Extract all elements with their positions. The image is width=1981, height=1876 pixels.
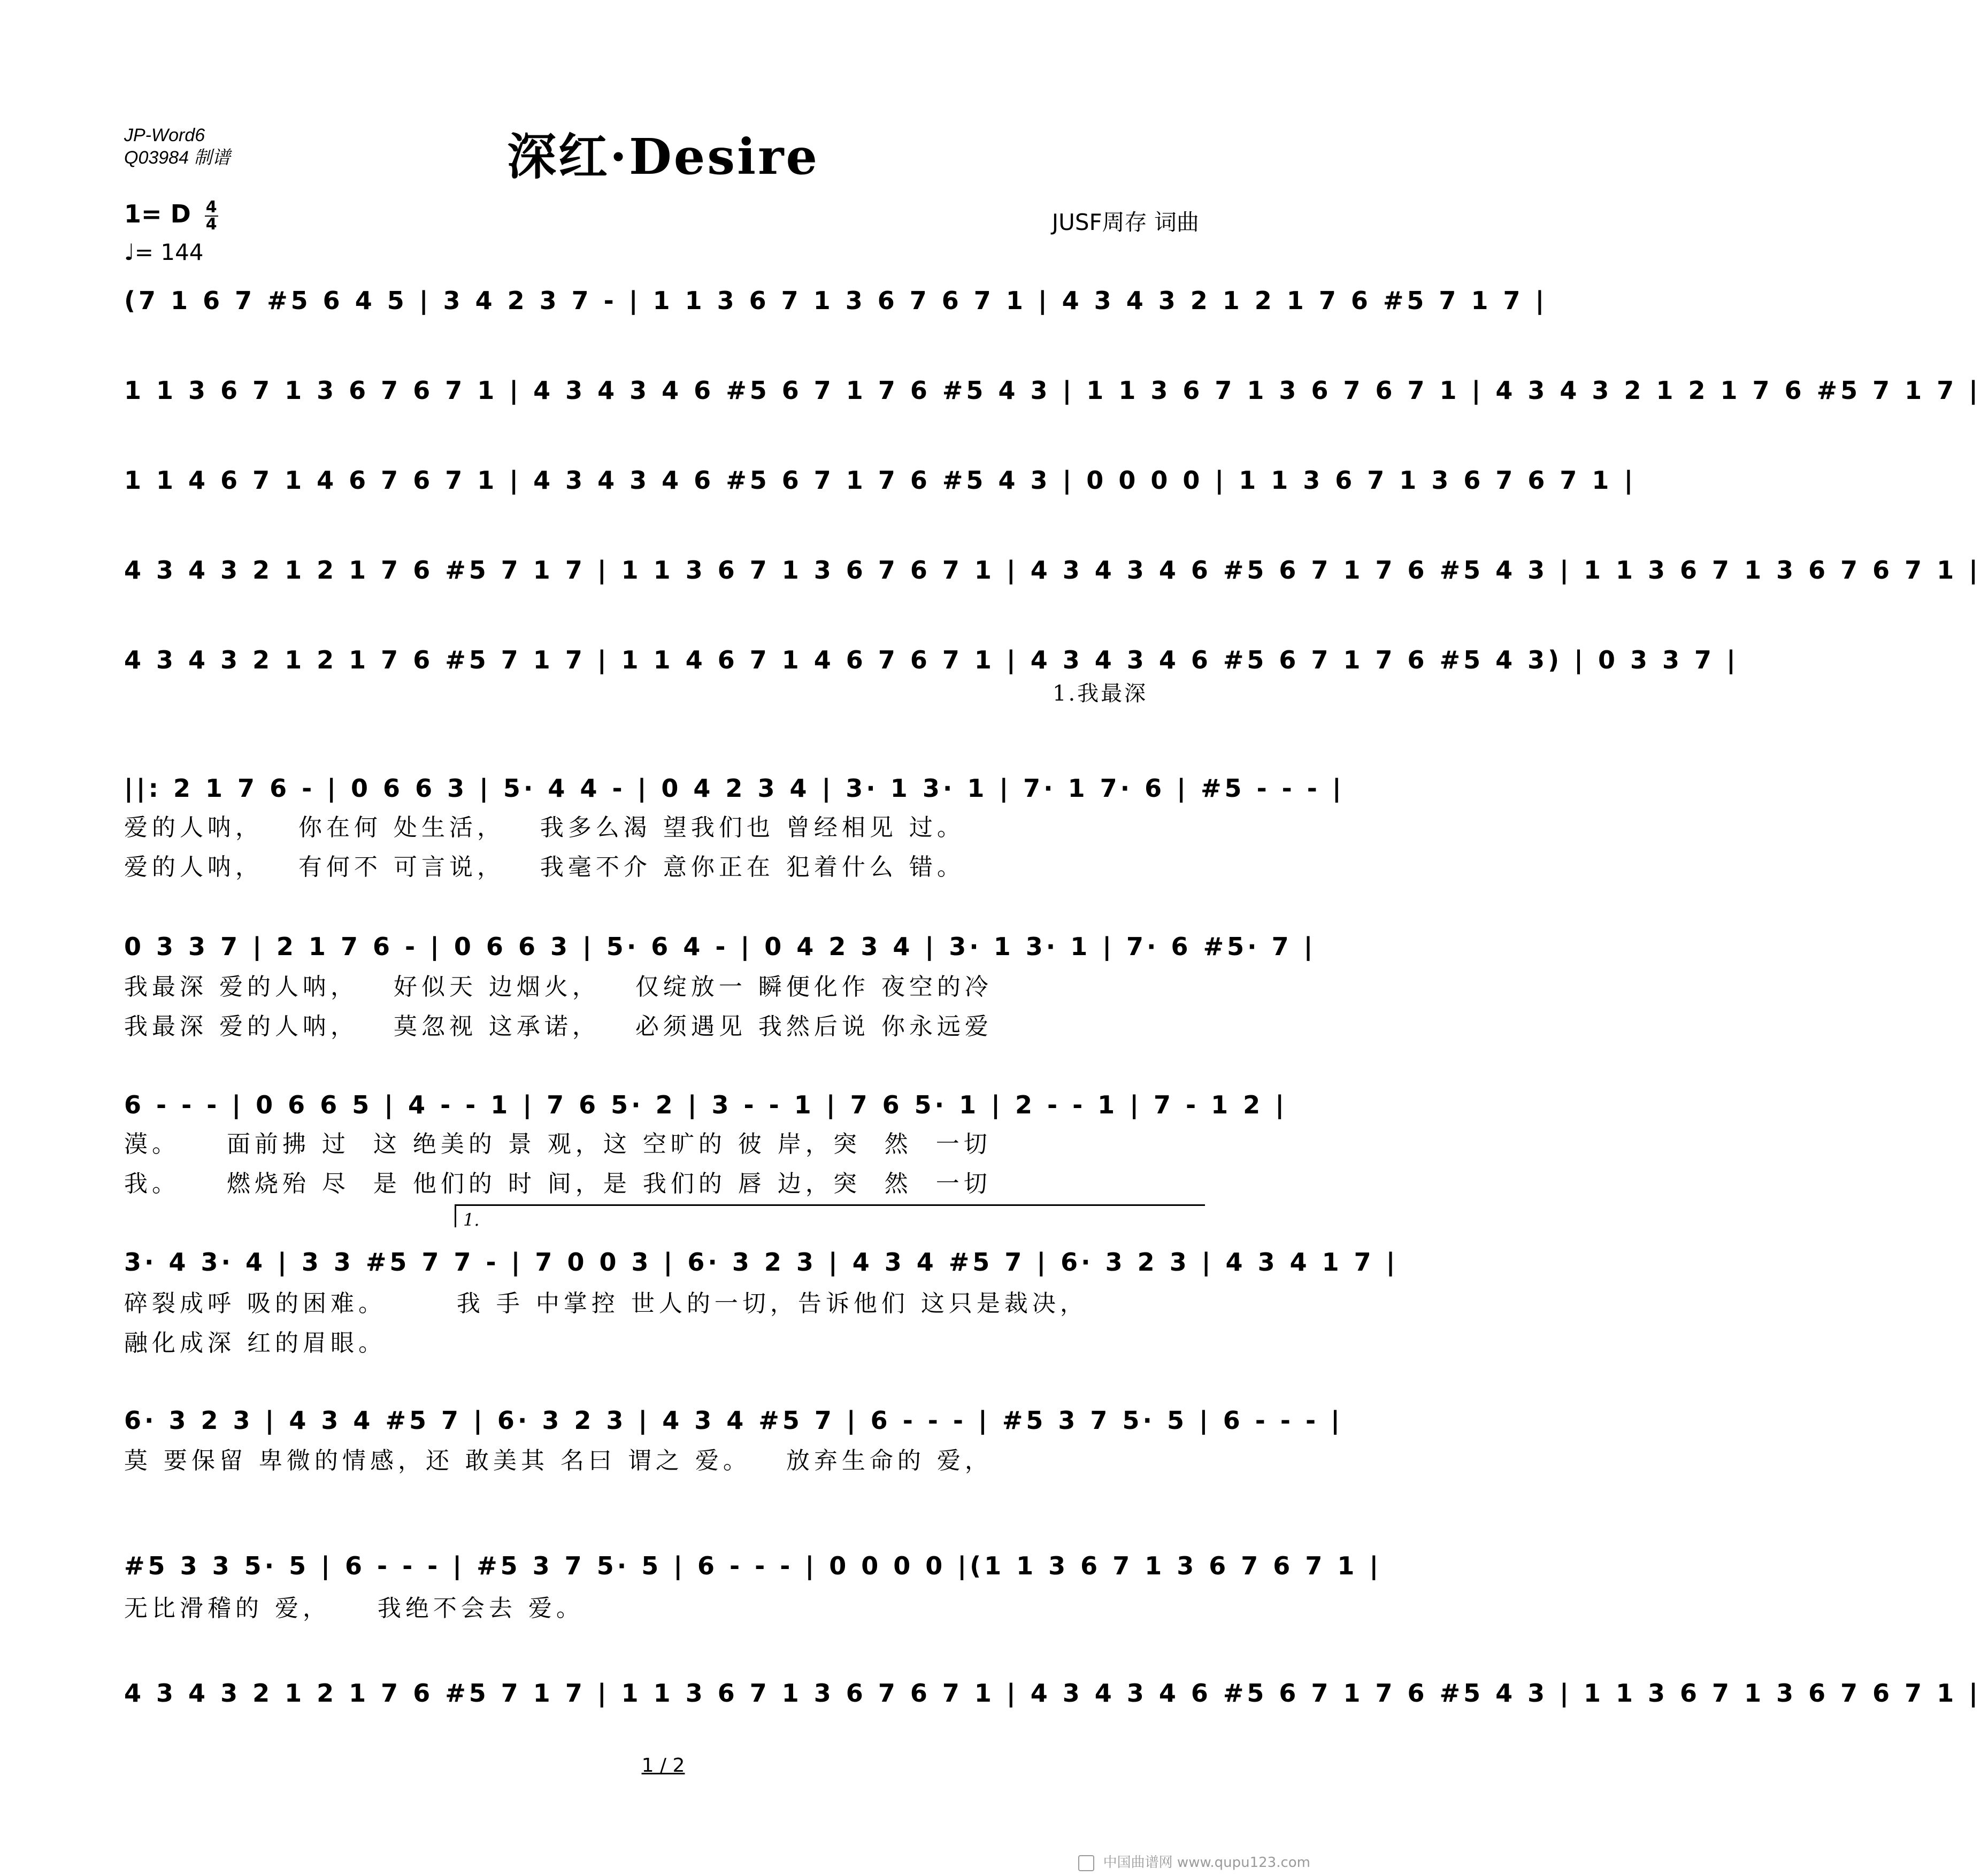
watermark-text: 中国曲谱网 www.qupu123.com [1103, 1855, 1310, 1871]
notes: 0 3 3 7 | 2 1 7 6 - | 0 6 6 3 | 5· 6 4 - | 0 4 2 3 4 | 3· 1 3· 1 | 7· 6 #5· 7 | [124, 932, 1316, 961]
tempo-mark: ♩= 144 [124, 239, 204, 265]
notes: 4 3 4 3 2 1 2 1 7 6 #5 7 1 7 | 1 1 4 6 7 1 4 6 7 6 7 1 | 4 3 4 3 4 6 #5 6 7 1 7 6 #5 4 3) | 0 3 3 7 | [124, 645, 1739, 674]
score-line [124, 1677, 1981, 1720]
score-line [124, 931, 1316, 973]
time-top: 4 [205, 197, 217, 217]
notes: 1 1 4 6 7 1 4 6 7 6 7 1 | 4 3 4 3 4 6 #5 6 7 1 7 6 #5 4 3 | 0 0 0 0 | 1 1 3 6 7 1 3 6 7 6 7 1 | [124, 466, 1637, 495]
notes: 4 3 4 3 2 1 2 1 7 6 #5 7 1 7 | 1 1 3 6 7 1 3 6 7 6 7 1 | 4 3 4 3 4 6 #5 6 7 1 7 6 #5 4 3 | 1 1 3 6 7 1 3 6 7 6 7 1 | [124, 1679, 1981, 1708]
lyric-line: 漠。 面前拂 过 这 绝美的 景 观，这 空旷的 彼 岸，突 然 一切 [124, 1131, 992, 1158]
software-name: JP-Word6 [124, 125, 205, 145]
lyric-line: 无比滑稽的 爱， 我绝不会去 爱。 [124, 1595, 584, 1622]
score-line [124, 1089, 1287, 1132]
notes: 3· 4 3· 4 | 3 3 #5 7 7 - | 7 0 0 3 | 6· 3 2 3 | 4 3 4 #5 7 | 6· 3 2 3 | 4 3 4 1 7 | [124, 1248, 1399, 1277]
lyric-line: 莫 要保留 卑微的情感，还 敢美其 名曰 谓之 爱。 放弃生命的 爱， [124, 1447, 993, 1474]
notes: ||: 2 1 7 6 - | 0 6 6 3 | 5· 4 4 - | 0 4 2 3 4 | 3· 1 3· 1 | 7· 1 7· 6 | #5 - - - | [124, 774, 1345, 803]
volta-lyric: 1.我最深 [1053, 681, 1148, 706]
notes: #5 3 3 5· 5 | 6 - - - | #5 3 7 5· 5 | 6 - - - | 0 0 0 0 |(1 1 3 6 7 1 3 6 7 6 7 1 | [124, 1551, 1382, 1580]
lyric-line: 爱的人呐， 你在何 处生活， 我多么渴 望我们也 曾经相见 过。 [124, 814, 965, 841]
notes: 1 1 3 6 7 1 3 6 7 6 7 1 | 4 3 4 3 4 6 #5 6 7 1 7 6 #5 4 3 | 1 1 3 6 7 1 3 6 7 6 7 1 | 4 3 4 3 2 1 2 1 7 6 #5 7 1 7 | [124, 376, 1981, 405]
lyric-line: 融化成深 红的眉眼。 [124, 1329, 386, 1357]
notes: 6· 3 2 3 | 4 3 4 #5 7 | 6· 3 2 3 | 4 3 4 #5 7 | 6 - - - | #5 3 7 5· 5 | 6 - - - | [124, 1406, 1343, 1435]
author-credit: JUSF周存 词曲 [1051, 209, 1199, 235]
score-line [124, 772, 1345, 815]
watermark [1078, 1851, 1310, 1871]
page-number-text: 1 / 2 [641, 1755, 685, 1777]
lyric-line: 爱的人呐， 有何不 可言说， 我毫不介 意你正在 犯着什么 错。 [124, 854, 965, 881]
score-line [124, 285, 1548, 327]
notes: 6 - - - | 0 6 6 5 | 4 - - 1 | 7 6 5· 2 | 3 - - 1 | 7 6 5· 1 | 2 - - 1 | 7 - 1 2 | [124, 1090, 1287, 1119]
notes: 4 3 4 3 2 1 2 1 7 6 #5 7 1 7 | 1 1 3 6 7 1 3 6 7 6 7 1 | 4 3 4 3 4 6 #5 6 7 1 7 6 #5 4 3 | 1 1 3 6 7 1 3 6 7 6 7 1 | [124, 556, 1981, 585]
lyric-line: 我最深 爱的人呐， 莫忽视 这承诺， 必须遇见 我然后说 你永远爱 [124, 1013, 993, 1040]
volta-bracket [455, 1204, 1205, 1227]
maker-name: Q03984 制谱 [124, 148, 231, 168]
score-line [124, 554, 1981, 597]
site-logo-icon [1078, 1855, 1094, 1871]
score-line [124, 1550, 1382, 1593]
score-line [124, 1246, 1399, 1289]
notes: (7 1 6 7 #5 6 4 5 | 3 4 2 3 7 - | 1 1 3 6 7 1 3 6 7 6 7 1 | 4 3 4 3 2 1 2 1 7 6 #5 7 1 7 | [124, 286, 1548, 315]
lyric-line: 我最深 爱的人呐， 好似天 边烟火， 仅绽放一 瞬便化作 夜空的冷 [124, 973, 993, 1001]
time-signature [205, 199, 218, 233]
score-line [124, 644, 1739, 687]
lyric-line: 碎裂成呼 吸的困难。 我 手 中掌控 世人的一切，告诉他们 这只是裁决， [124, 1290, 1088, 1317]
score-line [124, 374, 1981, 417]
page-number [0, 1754, 1326, 1778]
volta-number: 1. [463, 1210, 480, 1230]
key-label: 1= D [124, 199, 191, 228]
page-title: 深红·Desire [506, 128, 820, 186]
key-signature [124, 199, 218, 233]
score-line [124, 1404, 1343, 1447]
score-line [124, 464, 1637, 507]
lyric-line: 我。 燃烧殆 尽 是 他们的 时 间，是 我们的 唇 边，突 然 一切 [124, 1170, 992, 1197]
time-bottom: 4 [205, 214, 217, 234]
